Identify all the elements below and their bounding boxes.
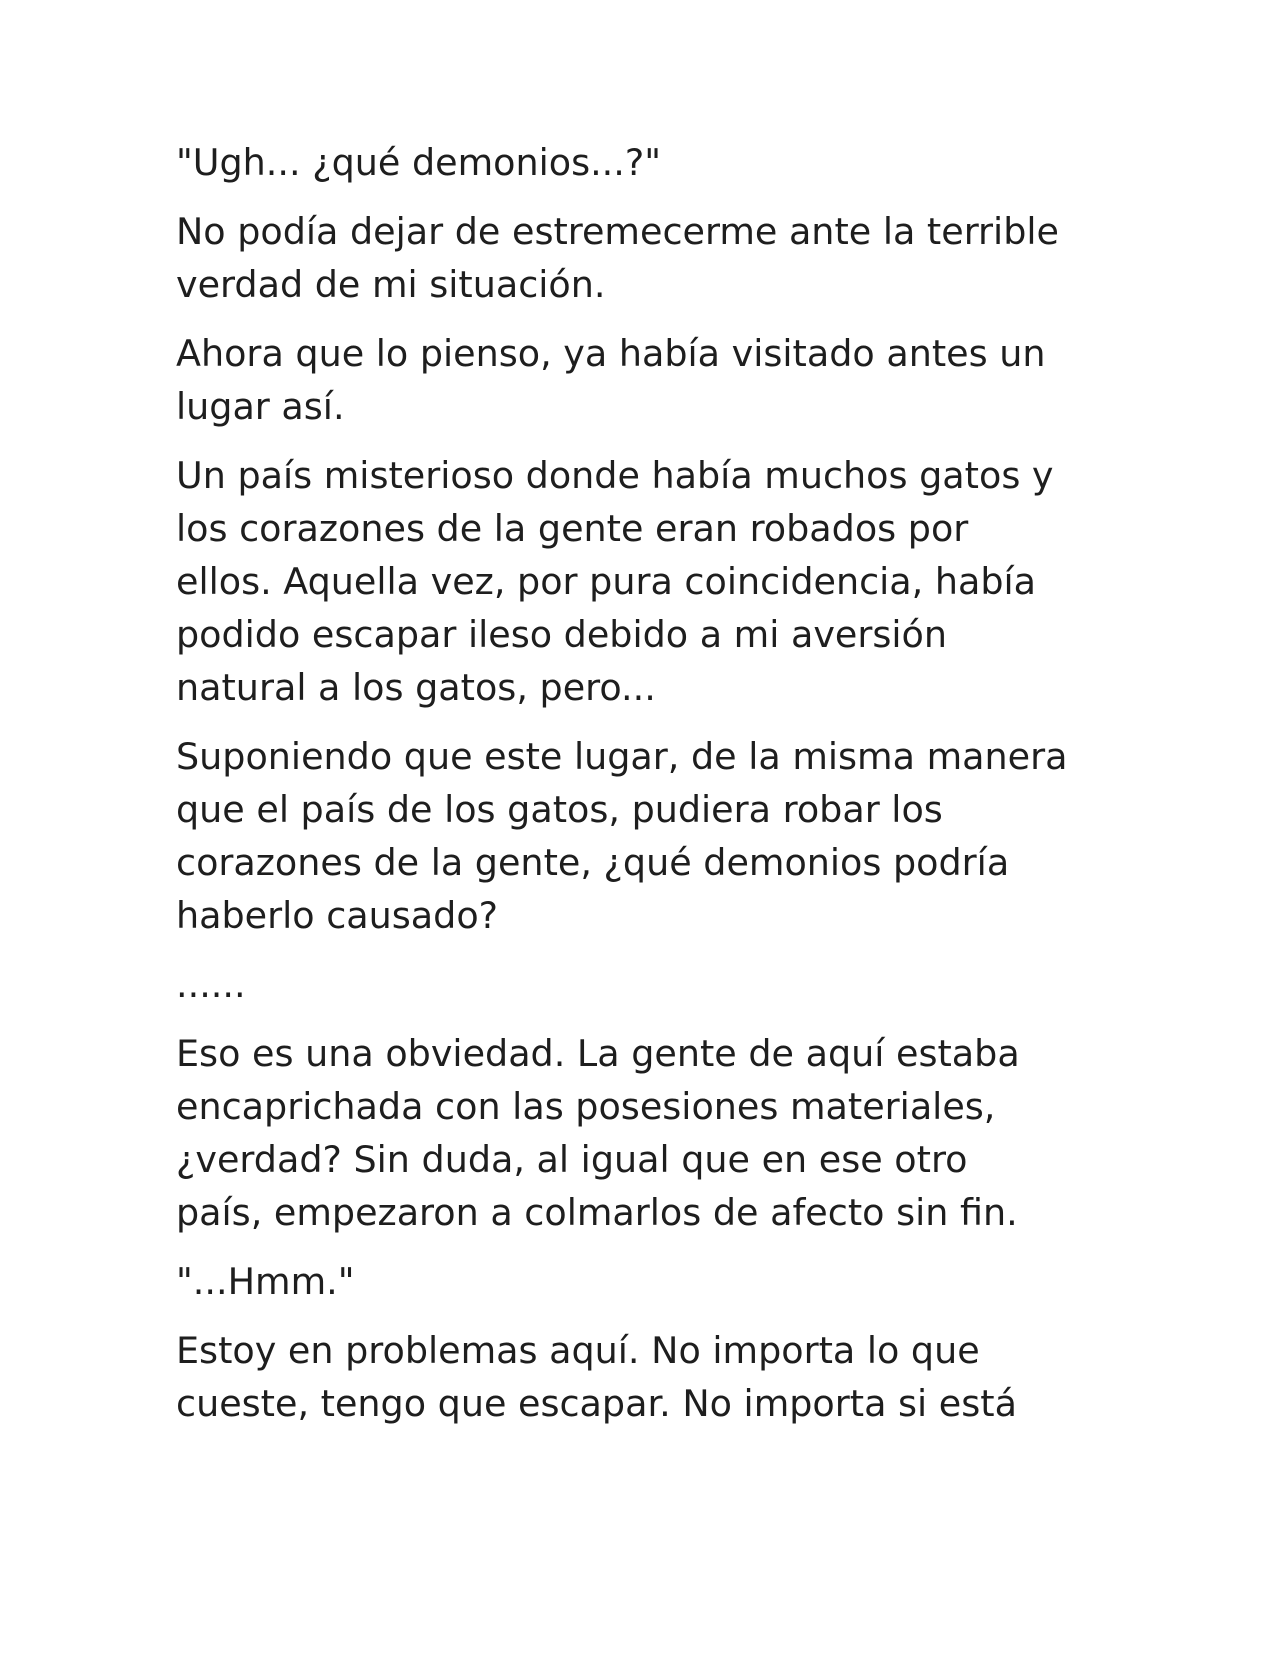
paragraph-7: Eso es una obviedad. La gente de aquí estaba encaprichada con las posesiones materiales, ¿verdad? Sin duda, al igual que en ese otro país, empezaron a colmarlos de afecto sin fin. <box>176 1032 1020 1234</box>
paragraph-2: No podía dejar de estremecerme ante la terrible verdad de mi situación. <box>176 210 1059 306</box>
paragraph-6-ellipsis: ...... <box>176 963 246 1006</box>
paragraph-1: "Ugh... ¿qué demonios...?" <box>176 141 662 184</box>
paragraph-4: Un país misterioso donde había muchos gatos y los corazones de la gente eran robados por ellos. Aquella vez, por pura coincidencia, había podido escapar ileso debido a mi aversión natural a los gatos, pero... <box>176 454 1054 709</box>
paragraph-8: "...Hmm." <box>176 1260 355 1303</box>
paragraph-5: Suponiendo que este lugar, de la misma manera que el país de los gatos, pudiera robar los corazones de la gente, ¿qué demonios podría haberlo causado? <box>176 735 1068 937</box>
paragraph-9: Estoy en problemas aquí. No importa lo que cueste, tengo que escapar. No importa si está <box>176 1329 1017 1425</box>
document-page <box>176 136 1106 1446</box>
paragraph-3: Ahora que lo pienso, ya había visitado antes un lugar así. <box>176 332 1046 428</box>
